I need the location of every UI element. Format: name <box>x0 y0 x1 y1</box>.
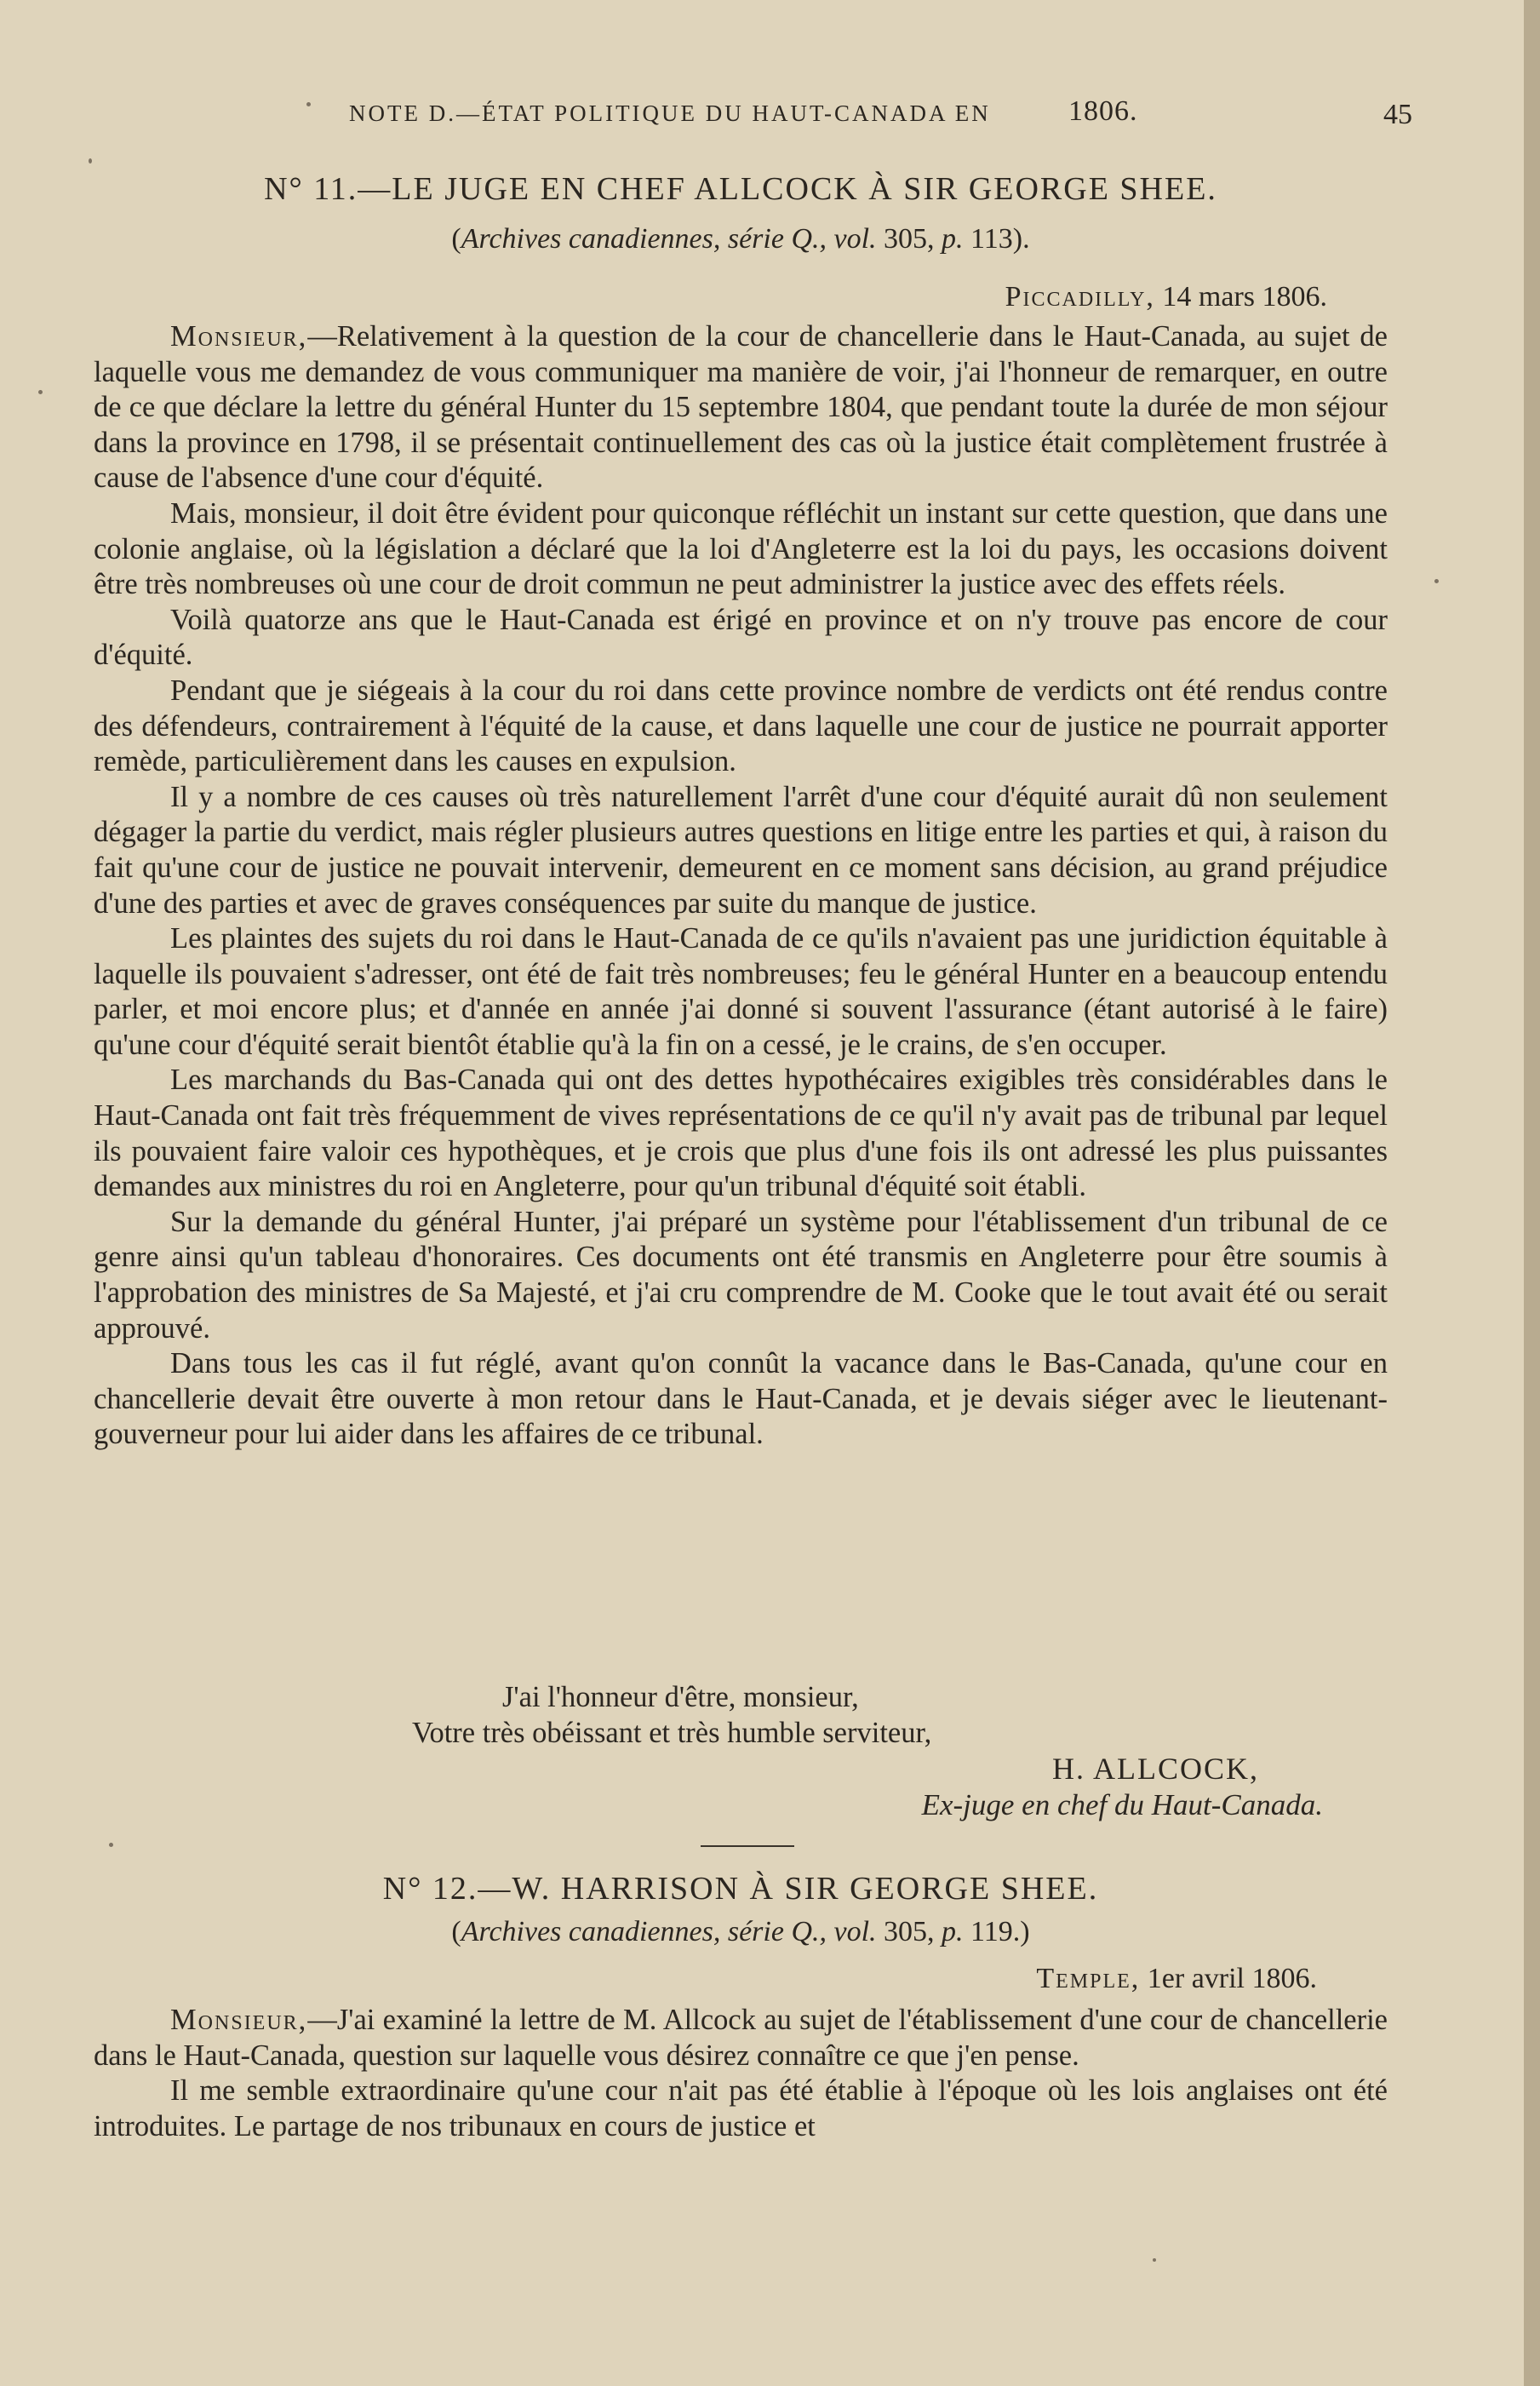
source-archive: Archives canadiennes, série Q., vol. <box>461 223 877 255</box>
dateline-date: 14 mars 1806. <box>1162 281 1327 313</box>
letter-heading: N° 11.—LE JUGE EN CHEF ALLCOCK À SIR GEORGE SHEE. <box>264 171 1217 207</box>
dateline-date: 1er avril 1806. <box>1147 1963 1317 1994</box>
paragraph: Il y a nombre de ces causes où très naturellement l'arrêt d'une cour d'équité aurait dû non seulement dégager la partie du verdict, mais régler plusieurs autres questions en litige entre les parties et qui, à raison du fait qu'une cour de justice ne pouvait intervenir, demeurent en ce moment sans décision, au grand préjudice d'une des parties et avec de graves conséquences par suite du manque de justice. <box>94 780 1388 920</box>
paragraph: Les marchands du Bas-Canada qui ont des dettes hypothécaires exigibles très considérables dans le Haut-Canada ont fait très fréquemment de vives représentations de ce qu'il n'y avait pas de tribunal par lequel ils pouvaient faire valoir ces hypothèques, et je crois que plus d'une fois ils ont adressé les plus puissantes demandes aux ministres du roi en Angleterre, pour qu'un tribunal d'équité soit établi. <box>94 1064 1388 1203</box>
paper-speck <box>306 102 311 106</box>
dateline-place: Temple, <box>1036 1963 1141 1994</box>
letter-body <box>94 319 1388 1453</box>
paragraph: Il me semble extraordinaire qu'une cour n'ait pas été établie à l'époque où les lois anglaises ont été introduites. Le partage de nos tribunaux en cours de justice et <box>94 2074 1388 2142</box>
paragraph <box>94 2003 1388 2073</box>
salutation: Monsieur, <box>170 2004 308 2036</box>
signature-name: H. ALLCOCK, <box>1051 1752 1259 1786</box>
paragraph <box>94 319 1388 496</box>
paragraph: Pendant que je siégeais à la cour du roi dans cette province nombre de verdicts ont été rendus contre des défendeurs, contrairement à l'équité de la cause, et dans laquelle une cour de justice ne pourrait apporter remède, particulièrement dans les causes en expulsion. <box>94 674 1388 778</box>
paragraph: Mais, monsieur, il doit être évident pour quiconque réfléchit un instant sur cette question, que dans une colonie anglaise, où la législation a déclaré que la loi d'Angleterre est la loi du pays, les occasions doivent être très nombreuses où une cour de droit commun ne peut administrer la justice avec des effets réels. <box>94 496 1388 601</box>
dateline <box>1005 281 1327 313</box>
dateline <box>1036 1963 1317 1995</box>
paragraph-text: —Relativement à la question de la cour de chancellerie dans le Haut-Canada, au sujet de laquelle vous me demandez de vous communiquer ma manière de voir, j'ai l'honneur de remarquer, en outre de ce que déclare la lettre du général Hunter du 15 septembre 1804, que pendant toute la durée de mon séjour dans la province en 1798, il se présentait continuellement des cas où la justice était complètement frustrée à cause de l'absence d'une cour d'équité. <box>94 320 1388 495</box>
paragraph: Sur la demande du général Hunter, j'ai préparé un système pour l'établissement d'un tribunal de ce genre ainsi qu'un tableau d'honoraires. Ces documents ont été transmis en Angleterre pour être soumis à l'approbation des ministres de Sa Majesté, et j'ai cru comprendre de M. Cooke que le tout avait été ou serait approuvé. <box>94 1205 1388 1345</box>
source-archive: Archives canadiennes, série Q., vol. <box>461 1916 877 1947</box>
dateline-place: Piccadilly, <box>1005 281 1155 313</box>
page-edge <box>1524 0 1540 2386</box>
letter-body <box>94 2003 1388 2144</box>
source-prefix: ( <box>451 223 461 255</box>
paragraph: Voilà quatorze ans que le Haut-Canada est érigé en province et on n'y trouve pas encore de cour d'équité. <box>94 603 1388 672</box>
running-head-year: 1806. <box>1068 95 1138 127</box>
archive-source <box>89 223 1392 255</box>
closing-line: Votre très obéissant et très humble serviteur, <box>412 1717 932 1749</box>
paragraph: Dans tous les cas il fut réglé, avant qu'on connût la vacance dans le Bas-Canada, qu'une cour en chancellerie devait être ouverte à mon retour dans le Haut-Canada, et je devais siéger avec le lieutenant-gouverneur pour lui aider dans les affaires de ce tribunal. <box>94 1347 1388 1451</box>
archive-source <box>89 1916 1392 1948</box>
page-number: 45 <box>1383 99 1412 130</box>
paper-speck <box>89 158 92 163</box>
running-head-title: NOTE D.—ÉTAT POLITIQUE DU HAUT-CANADA EN <box>349 100 991 126</box>
paper-speck <box>109 1843 113 1847</box>
source-page-label: p. <box>942 223 964 255</box>
paragraph-text: —J'ai examiné la lettre de M. Allcock au sujet de l'établissement d'une cour de chancellerie dans le Haut-Canada, question sur laquelle vous désirez connaître ce que j'en pense. <box>94 2004 1388 2072</box>
salutation: Monsieur, <box>170 320 308 353</box>
signature-title: Ex-juge en chef du Haut-Canada. <box>921 1788 1323 1821</box>
source-prefix: ( <box>451 1916 461 1947</box>
running-head <box>349 95 1405 127</box>
paragraph: Les plaintes des sujets du roi dans le Haut-Canada de ce qu'ils n'avaient pas une juridiction équitable à laquelle ils pouvaient s'adresser, ont été de fait très nombreuses; feu le général Hunter en a beaucoup entendu parler, et moi encore plus; et d'année en année j'ai donné si souvent l'assurance (étant autorisé à le faire) qu'une cour d'équité serait bientôt établie qu'à la fin on a cessé, je le crains, de s'en occuper. <box>94 922 1388 1061</box>
paper-speck <box>1434 579 1439 583</box>
source-page-label: p. <box>942 1916 964 1947</box>
section-divider <box>701 1845 794 1847</box>
source-volume: 305, <box>884 223 935 255</box>
source-page: 119.) <box>970 1916 1030 1947</box>
source-volume: 305, <box>884 1916 935 1947</box>
source-page: 113). <box>970 223 1030 255</box>
paper-speck <box>1153 2258 1156 2262</box>
paper-speck <box>38 390 43 394</box>
closing-line: J'ai l'honneur d'être, monsieur, <box>502 1681 859 1713</box>
letter-heading: N° 12.—W. HARRISON À SIR GEORGE SHEE. <box>382 1871 1099 1907</box>
